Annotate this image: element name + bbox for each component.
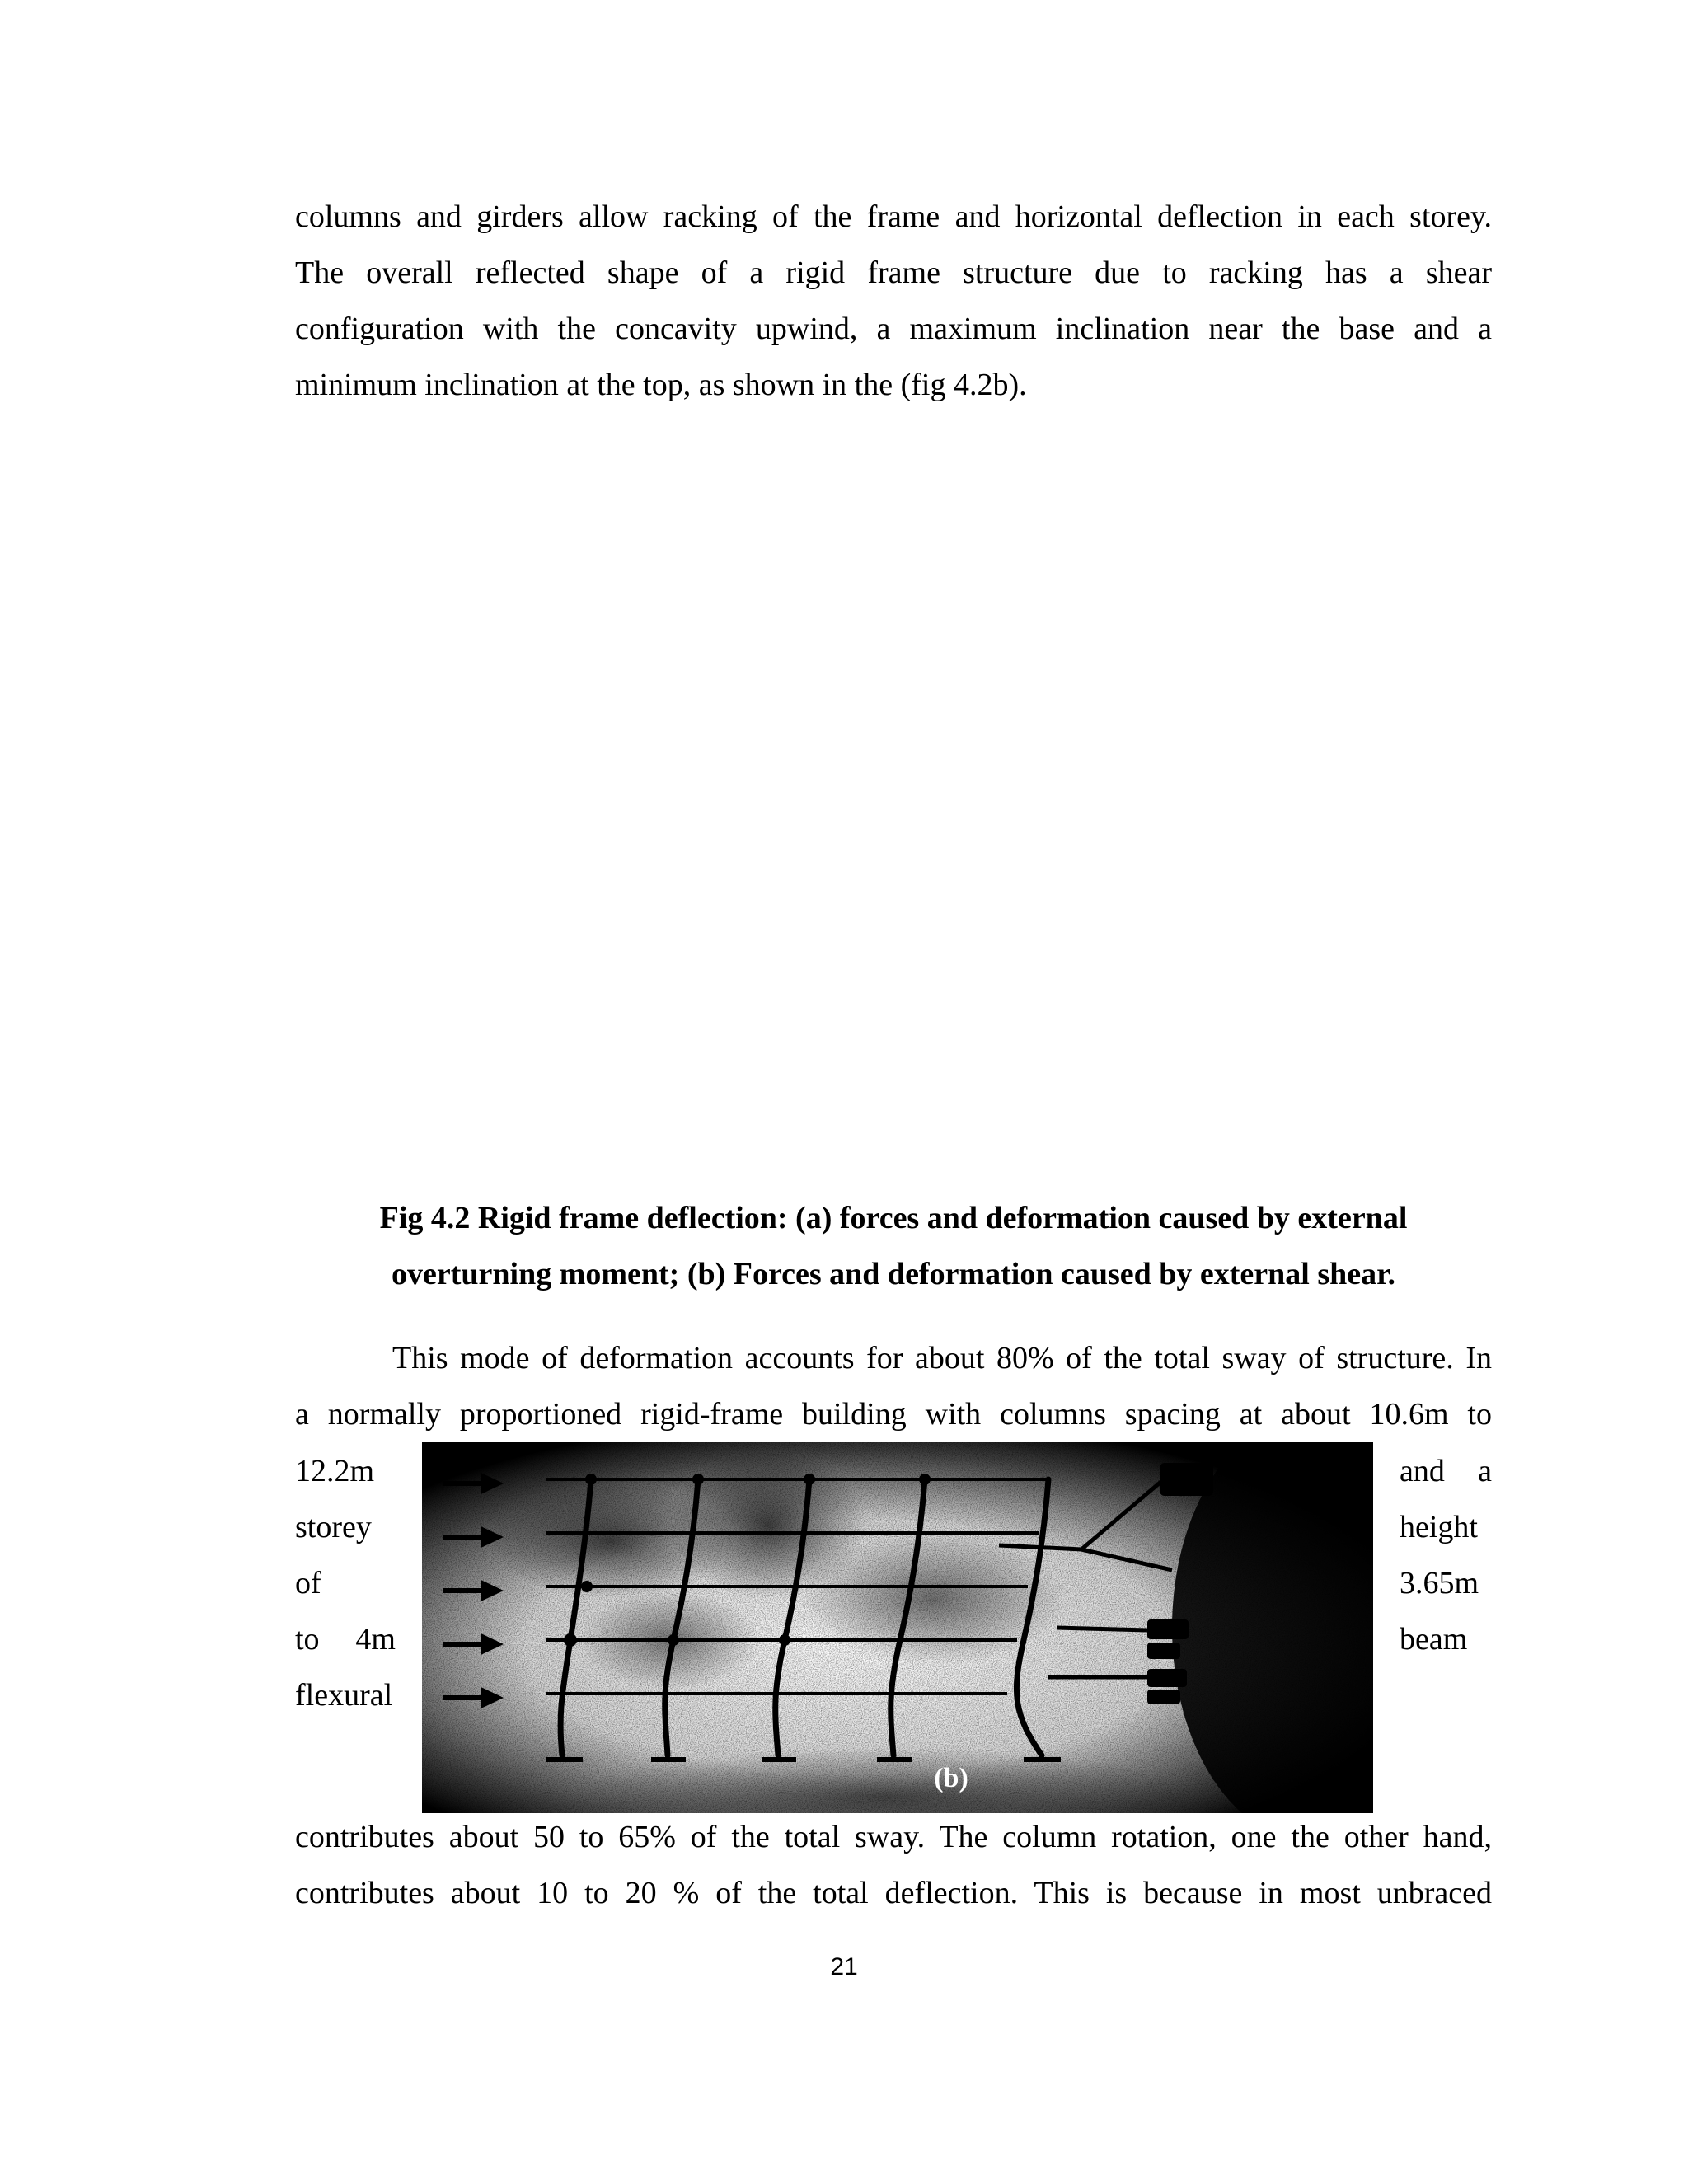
wrap-left-line5: flexural bbox=[295, 1678, 393, 1713]
wrap-left-line1: 12.2m bbox=[295, 1454, 375, 1488]
paragraph2-line2: a normally proportioned rigid-frame building with columns spacing at about 10.6m to bbox=[295, 1397, 1492, 1432]
paragraph1-line4: minimum inclination at the top, as shown in the (fig 4.2b). bbox=[295, 368, 1027, 402]
figure-rigid-frame-shear-image bbox=[422, 1442, 1373, 1813]
paragraph2-line1: This mode of deformation accounts for about 80% of the total sway of structure. In bbox=[392, 1341, 1492, 1376]
figure-panel-label: (b) bbox=[934, 1763, 968, 1793]
wrap-left-line4: to 4m bbox=[295, 1622, 396, 1657]
paragraph1-line1: columns and girders allow racking of the frame and horizontal deflection in each storey. bbox=[295, 199, 1492, 234]
paragraph1-line2: The overall reflected shape of a rigid frame structure due to racking has a shear bbox=[295, 255, 1492, 290]
paragraph2-line4: contributes about 10 to 20 % of the total deflection. This is because in most unbraced bbox=[295, 1876, 1492, 1910]
figure-rigid-frame-shear bbox=[422, 1442, 1373, 1813]
wrap-right-line4: beam bbox=[1400, 1622, 1468, 1657]
paragraph1-line3: configuration with the concavity upwind, a maximum inclination near the base and a bbox=[295, 312, 1492, 346]
wrap-left-line2: storey bbox=[295, 1510, 372, 1544]
wrap-right-line2: height bbox=[1400, 1510, 1478, 1544]
paragraph2-line3: contributes about 50 to 65% of the total sway. The column rotation, one the other hand, bbox=[295, 1820, 1492, 1854]
page-number: 21 bbox=[830, 1953, 858, 1980]
wrap-right-line1: and a bbox=[1400, 1454, 1492, 1488]
wrap-left-line3: of bbox=[295, 1566, 321, 1601]
wrap-right-line3: 3.65m bbox=[1400, 1566, 1479, 1601]
figure-caption-line1: Fig 4.2 Rigid frame deflection: (a) forces and deformation caused by external bbox=[379, 1201, 1408, 1235]
figure-caption-line2: overturning moment; (b) Forces and deformation caused by external shear. bbox=[391, 1257, 1395, 1291]
